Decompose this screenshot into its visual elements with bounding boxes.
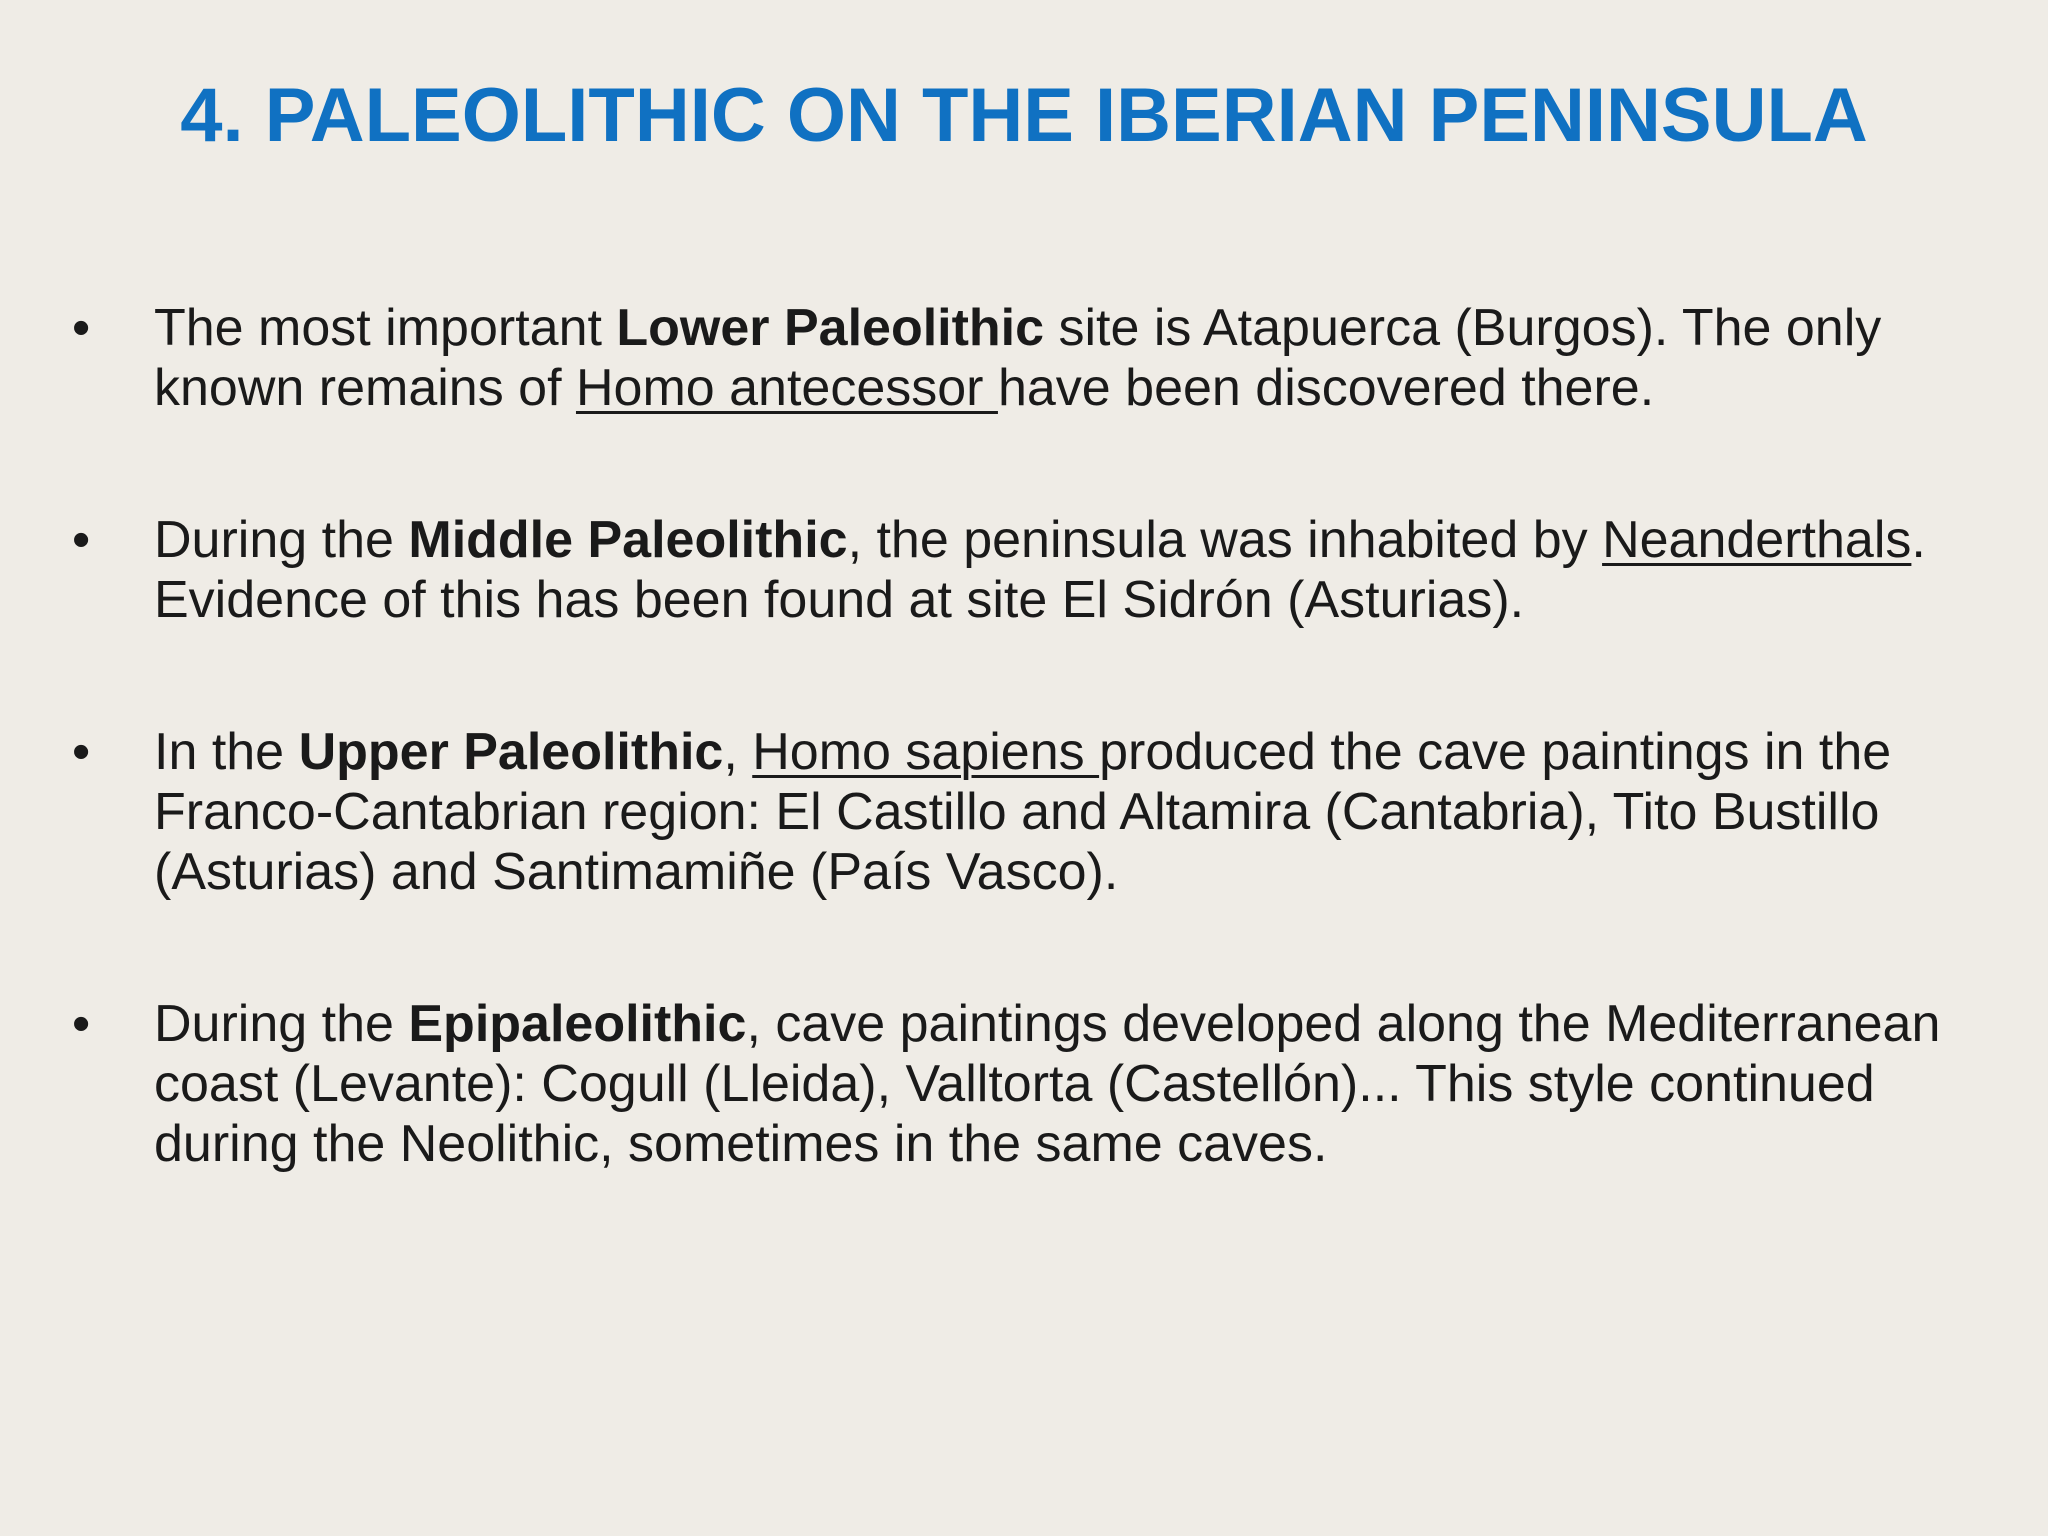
bullet-text: During the xyxy=(154,995,409,1053)
period-term: Epipaleolithic xyxy=(408,995,747,1053)
species-term: Homo antecessor xyxy=(575,359,998,417)
bullet-text: , the peninsula was inhabited by xyxy=(847,511,1603,569)
bullet-text: The most important xyxy=(154,299,617,357)
bullet-text: . Evidence of this has been found at site El Sidrón (Asturias). xyxy=(154,511,1926,629)
bullet-icon: • xyxy=(72,723,91,781)
bullet-text: During the xyxy=(154,511,409,569)
bullet-list xyxy=(72,298,1982,1174)
bullet-lower-paleolithic xyxy=(72,298,1982,418)
bullet-icon: • xyxy=(72,511,91,569)
period-term: Middle Paleolithic xyxy=(408,511,848,569)
bullet-middle-paleolithic xyxy=(72,510,1982,630)
species-term: Neanderthals xyxy=(1602,511,1912,569)
species-term: Homo sapiens xyxy=(752,723,1100,781)
bullet-icon: • xyxy=(72,995,91,1053)
bullet-icon: • xyxy=(72,299,91,357)
bullet-text: produced the cave paintings in the Franco-Cantabrian region: El Castillo and Altamira (Cantabria), Tito Bustillo (Asturias) and Santimamiñe (País Vasco). xyxy=(154,723,1892,901)
period-term: Upper Paleolithic xyxy=(298,723,724,781)
bullet-text: site is Atapuerca (Burgos). The only known remains of xyxy=(154,299,1882,417)
bullet-text: , cave paintings developed along the Mediterranean coast (Levante): Cogull (Lleida), Valltorta (Castellón)... This style continued during the Neolithic, sometimes in the same caves. xyxy=(154,995,1941,1173)
bullet-epipaleolithic xyxy=(72,994,1982,1174)
bullet-text: , xyxy=(723,723,753,781)
bullet-text: In the xyxy=(154,723,299,781)
bullet-upper-paleolithic xyxy=(72,722,1982,902)
period-term: Lower Paleolithic xyxy=(616,299,1045,357)
bullet-text: have been discovered there. xyxy=(997,359,1655,417)
slide-title: 4. PALEOLITHIC ON THE IBERIAN PENINSULA xyxy=(180,73,1868,158)
